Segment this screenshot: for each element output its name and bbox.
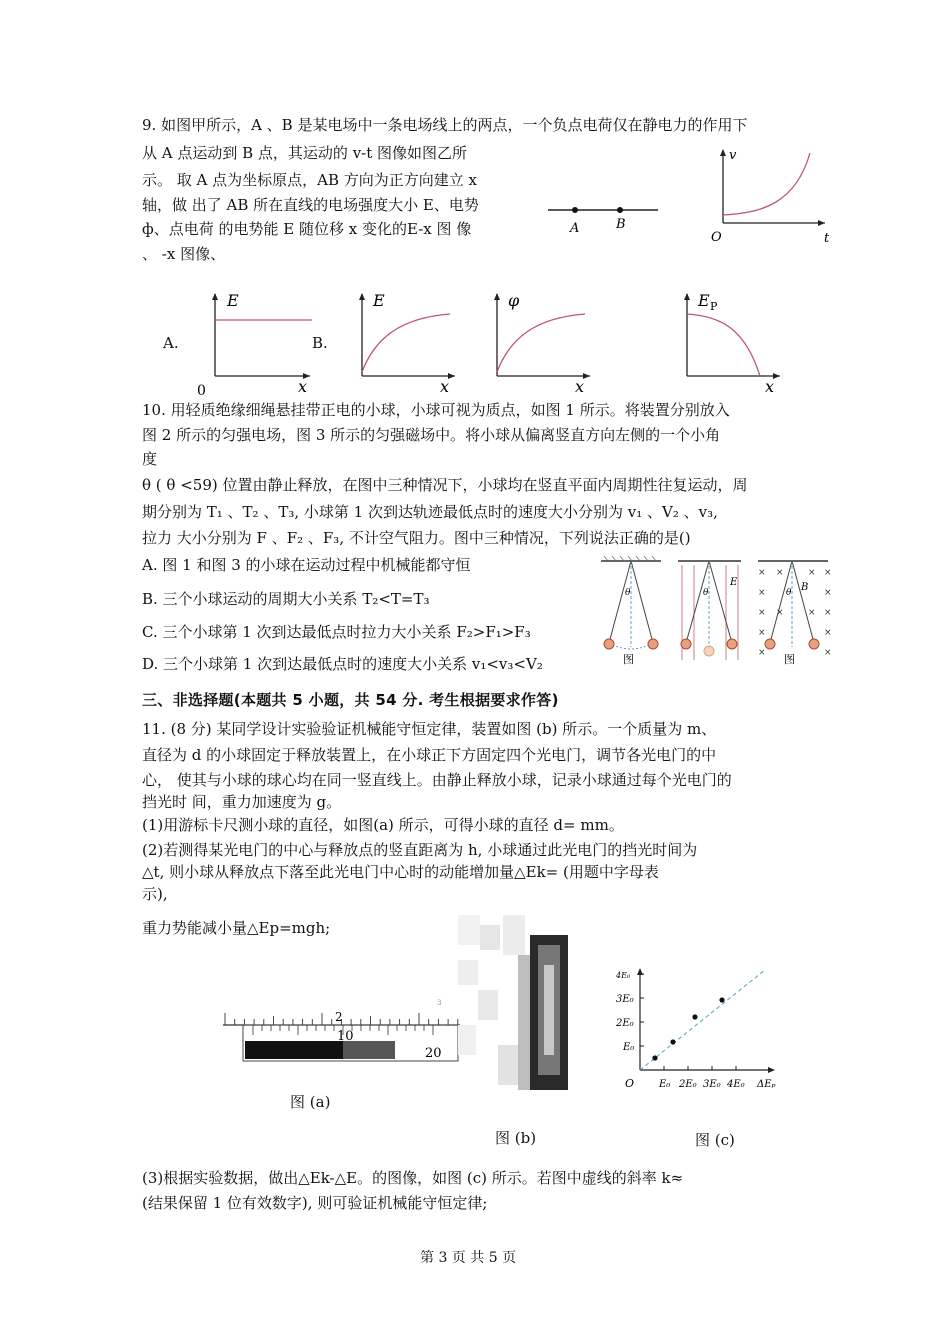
- svg-text:×: ×: [808, 608, 816, 618]
- ek-ep-graph: [615, 965, 790, 1095]
- fit-line: [640, 970, 765, 1070]
- y-tick-2e0: 2E₀: [616, 1018, 634, 1029]
- q11-line3: 心， 使其与小球的球心均在同一竖直线上。由静止释放小球，记录小球通过每个光电门的: [142, 771, 732, 789]
- q10-line1: 10. 用轻质绝缘细绳悬挂带正电的小球，小球可视为质点，如图 1 所示。将装置分别放入: [142, 401, 730, 419]
- q10-option-a: A. 图 1 和图 3 的小球在运动过程中机械能都守恒: [142, 556, 471, 574]
- svg-text:×: ×: [824, 648, 832, 658]
- q10-line2: 图 2 所示的匀强电场，图 3 所示的匀强磁场中。将小球从偏离竖直方向左侧的一个小角: [142, 426, 721, 444]
- caliper-vernier-20: 20: [425, 1046, 442, 1061]
- x-tick-2e0: 2E₀: [679, 1079, 697, 1090]
- graph-c-origin: O: [625, 1077, 635, 1090]
- fig1-label: 图: [623, 653, 634, 666]
- opt-a-origin: 0: [197, 383, 206, 399]
- fig-b-caption: 图 (b): [495, 1129, 537, 1147]
- q9-line2: 从 A 点运动到 B 点，其运动的 v-t 图像如图乙所: [142, 144, 468, 162]
- pendulum-fig-3: [758, 561, 832, 666]
- opt-a-y-label: E: [227, 291, 239, 310]
- q10-line3: 度: [142, 450, 158, 468]
- q11-part3a: (3)根据实验数据，做出△Ek-△E。的图像，如图 (c) 所示。若图中虚线的斜率 k≈: [142, 1169, 684, 1187]
- q9-line4: 轴，做 出了 AB 所在直线的电场强度大小 E、电势: [142, 196, 479, 214]
- option-b-letter: B.: [312, 334, 328, 352]
- vt-y-label: v: [729, 148, 737, 163]
- q11-part3b: (结果保留 1 位有效数字), 则可验证机械能守恒定律;: [142, 1194, 488, 1212]
- svg-text:×: ×: [758, 648, 766, 658]
- pendulum-fig-2: [678, 561, 741, 660]
- option-a-graph: [190, 288, 320, 398]
- q9-line5: ф、点电荷 的电势能 E 随位移 x 变化的E-x 图 像: [142, 220, 472, 238]
- q11-line4: 挡光时 间，重力加速度为 g。: [142, 793, 342, 811]
- q10-option-c: C. 三个小球第 1 次到达最低点时拉力大小关系 F₂>F₁>F₃: [142, 623, 531, 641]
- svg-text:×: ×: [758, 628, 766, 638]
- svg-text:×: ×: [776, 608, 784, 618]
- q11-line2: 直径为 d 的小球固定于释放装置上，在小球正下方固定四个光电门，调节各光电门的中: [142, 746, 717, 764]
- page-footer: 第 3 页 共 5 页: [420, 1250, 517, 1266]
- q11-line1: 11. (8 分) 某同学设计实验验证机械能守恒定律，装置如图 (b) 所示。一个质量为 m、: [142, 720, 717, 738]
- x-tick-e0: E₀: [659, 1079, 671, 1090]
- data-point: [719, 997, 724, 1002]
- opt-d-y-sub: P: [710, 300, 718, 313]
- q11-part2b: △t, 则小球从释放点下落至此光电门中心时的动能增加量△Ek= (用题中字母表: [142, 863, 659, 881]
- field-line-figure: [540, 190, 670, 240]
- q9-line6: 、 -x 图像、: [142, 245, 226, 263]
- data-point: [692, 1014, 697, 1019]
- opt-a-x-label: x: [298, 377, 308, 396]
- pendulum-fig-1: [601, 556, 661, 666]
- svg-text:×: ×: [758, 608, 766, 618]
- svg-text:×: ×: [824, 608, 832, 618]
- data-point: [670, 1039, 675, 1044]
- svg-text:×: ×: [776, 568, 784, 578]
- x-axis-label: ΔEₚ: [757, 1079, 776, 1090]
- opt-d-x-label: x: [765, 377, 775, 396]
- option-a-letter: A.: [163, 334, 179, 352]
- q10-option-b: B. 三个小球运动的周期大小关系 T₂<T=T₃: [142, 590, 430, 608]
- apparatus-image: [458, 915, 573, 1090]
- fig1-theta: θ: [625, 588, 631, 598]
- pendulum-figures: [596, 555, 836, 665]
- svg-text:×: ×: [824, 568, 832, 578]
- x-tick-3e0: 3E₀: [703, 1079, 721, 1090]
- q11-part2d: 重力势能减小量△Ep=mgh;: [142, 919, 331, 937]
- opt-b-y-label: E: [373, 291, 385, 310]
- svg-text:×: ×: [758, 588, 766, 598]
- caliper-main-3: 3: [437, 999, 442, 1007]
- q10-line4: θ ( θ <59) 位置由静止释放，在图中三种情况下，小球均在竖直平面内周期性往复运动，周: [142, 476, 748, 494]
- y-tick-3e0: 3E₀: [616, 994, 634, 1005]
- point-a-label: A: [570, 221, 580, 236]
- data-point: [652, 1055, 657, 1060]
- fig3-theta: θ: [786, 588, 792, 598]
- q10-line5: 期分别为 T₁ 、T₂ 、T₃, 小球第 1 次到达轨迹最低点时的速度大小分别为 v₁ 、V₂ 、v₃,: [142, 503, 718, 521]
- x-tick-4e0: 4E₀: [727, 1079, 745, 1090]
- option-b-graph: [340, 288, 470, 398]
- y-tick-4e0: 4E₀: [616, 971, 631, 980]
- svg-text:×: ×: [824, 588, 832, 598]
- q11-part2c: 示),: [142, 885, 168, 903]
- point-b-label: B: [616, 217, 626, 232]
- vt-graph: [705, 145, 835, 245]
- option-c-graph: [475, 288, 605, 398]
- svg-text:×: ×: [758, 568, 766, 578]
- svg-text:×: ×: [824, 628, 832, 638]
- section3-heading: 三、非选择题(本题共 5 小题，共 54 分. 考生根据要求作答): [142, 691, 559, 709]
- q11-part2a: (2)若测得某光电门的中心与释放点的竖直距离为 h, 小球通过此光电门的挡光时间为: [142, 841, 698, 859]
- vernier-caliper: [215, 995, 475, 1075]
- fig3-b-label: B: [801, 582, 809, 593]
- caliper-vernier-10: 10: [337, 1029, 354, 1044]
- svg-text:×: ×: [808, 568, 816, 578]
- q11-part1: (1)用游标卡尺测小球的直径，如图(a) 所示，可得小球的直径 d= mm。: [142, 816, 624, 834]
- opt-c-y-label: φ: [508, 291, 520, 310]
- q10-line6: 拉力 大小分别为 F 、F₂ 、F₃, 不计空气阻力。图中三种情况，下列说法正确的是(): [142, 529, 691, 547]
- fig2-e-label: E: [730, 577, 738, 588]
- fig3-label: 图: [784, 653, 795, 666]
- caliper-main-2: 2: [335, 1010, 343, 1024]
- y-tick-e0: E₀: [623, 1042, 635, 1053]
- option-d-graph: [665, 288, 795, 398]
- fig-a-caption: 图 (a): [290, 1093, 331, 1111]
- q9-line3: 示。 取 A 点为坐标原点，AB 方向为正方向建立 x: [142, 171, 477, 189]
- fig-c-caption: 图 (c): [695, 1131, 735, 1149]
- opt-d-y-label: E: [698, 291, 710, 310]
- opt-b-x-label: x: [440, 377, 450, 396]
- fig2-theta: θ: [703, 588, 709, 598]
- opt-c-x-label: x: [575, 377, 585, 396]
- vt-x-label: t: [824, 231, 830, 246]
- q9-line1: 9. 如图甲所示，A 、B 是某电场中一条电场线上的两点，一个负点电荷仅在静电力的作用下: [142, 116, 748, 134]
- vt-origin: O: [711, 230, 722, 245]
- q10-option-d: D. 三个小球第 1 次到达最低点时的速度大小关系 v₁<v₃<V₂: [142, 655, 543, 673]
